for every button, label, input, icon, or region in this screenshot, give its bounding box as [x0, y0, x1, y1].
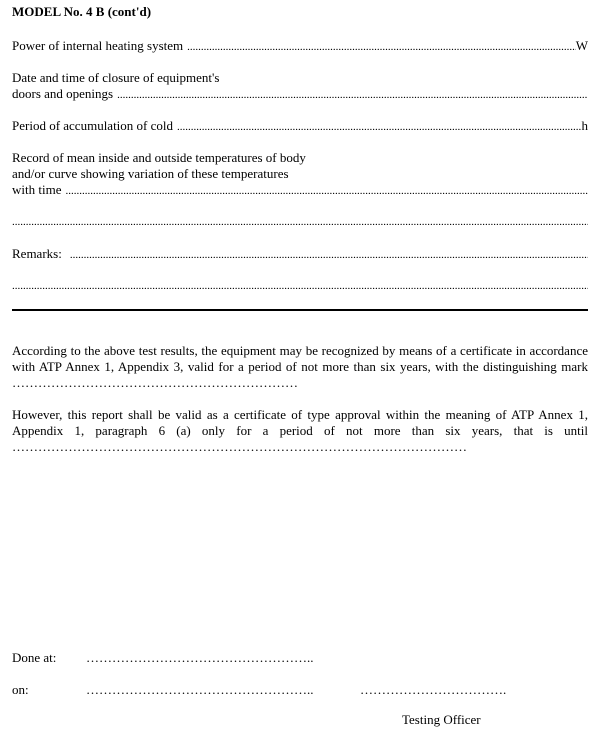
valid-until-blank[interactable]: …………………………………………………………………………………………… [12, 439, 467, 454]
done-at-blank[interactable]: …………………………………………….. [86, 650, 314, 665]
record-field [12, 150, 588, 199]
closure-label-line-1: Date and time of closure of equipment's [12, 70, 220, 85]
remarks-field [12, 246, 588, 263]
validity-paragraph [12, 407, 588, 455]
record-continuation [12, 214, 588, 230]
validity-text: However, this report shall be valid as a certificate of type approval within the meaning of ATP Annex 1, Appendix 1, paragraph 6 (a) only for a period of not more than six years, that is until [12, 407, 588, 438]
record-label-line-1: Record of mean inside and outside temperatures of body [12, 150, 306, 165]
page-title: MODEL No. 4 B (cont'd) [12, 4, 152, 19]
record-label-line-2: and/or curve showing variation of these temperatures [12, 166, 289, 181]
remarks-label: Remarks: [12, 246, 62, 261]
closure-label-line-2: doors and openings [12, 86, 114, 101]
closure-input-line[interactable] [117, 87, 588, 103]
power-label: Power of internal heating system [12, 38, 184, 53]
accumulation-label: Period of accumulation of cold [12, 118, 174, 133]
accumulation-unit: h [581, 118, 588, 133]
remarks-input-line-2[interactable] [12, 278, 588, 294]
testing-officer-label: Testing Officer [402, 712, 481, 727]
power-input-line[interactable] [187, 39, 576, 55]
record-input-line-2[interactable] [12, 214, 588, 230]
remarks-continuation [12, 278, 588, 294]
on-label: on: [12, 682, 29, 697]
on-blank[interactable]: …………………………………………….. [86, 682, 314, 697]
record-input-line[interactable] [65, 183, 588, 199]
recognition-text: According to the above test results, the equipment may be recognized by means of a certificate in accordance with ATP Annex 1, Appendix 3, valid for a period of not more than six years, with the distinguishing mark [12, 343, 588, 374]
remarks-input-line[interactable] [70, 247, 588, 263]
power-field [12, 38, 588, 55]
closure-field [12, 70, 588, 103]
accumulation-field [12, 118, 588, 135]
recognition-paragraph [12, 343, 588, 391]
done-at-label: Done at: [12, 650, 57, 665]
section-divider [12, 309, 588, 311]
power-unit: W [575, 38, 588, 53]
accumulation-input-line[interactable] [177, 119, 581, 135]
officer-signature-blank[interactable]: ……………………………. [360, 682, 507, 697]
record-label-line-3: with time [12, 182, 62, 197]
distinguishing-mark-blank[interactable]: ………………………………………………………… [12, 375, 298, 390]
